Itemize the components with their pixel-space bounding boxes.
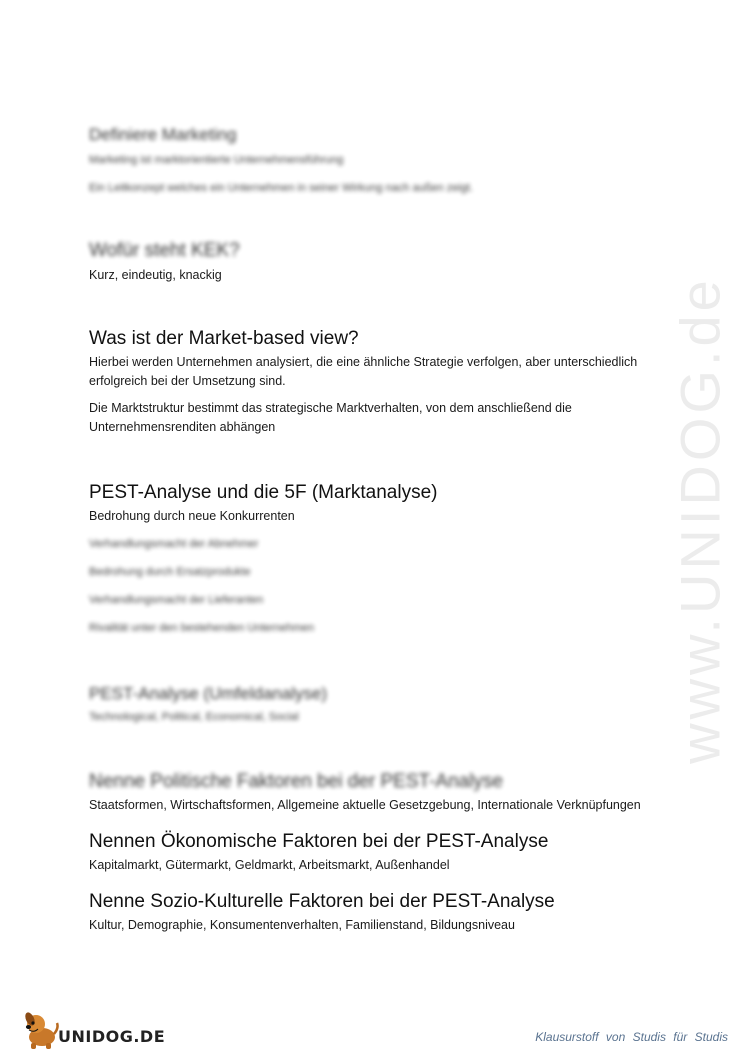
answer-text: Kurz, eindeutig, knackig — [89, 268, 222, 282]
question-heading: Was ist der Market-based view? — [89, 328, 359, 349]
question-heading: Nenne Sozio-Kulturelle Faktoren bei der PEST-Analyse — [89, 891, 555, 912]
answer-text: Bedrohung durch Ersatzprodukte — [89, 566, 251, 578]
qa-section-definiere-marketing — [89, 124, 689, 198]
logo-text: UNIDOG.DE — [58, 1026, 166, 1046]
qa-section-pest-umfeld — [89, 683, 689, 727]
qa-section-market-based-view — [89, 328, 689, 437]
dog-mascot-icon — [22, 1010, 60, 1050]
answer-text: Hierbei werden Unternehmen analysiert, die eine ähnliche Strategie verfolgen, aber unterschiedlich erfolgreich bei der Umsetzung sind. — [89, 355, 638, 388]
answer-text: Marketing ist marktorientierte Unternehmensführung — [89, 154, 344, 166]
answer-text: Verhandlungsmacht der Abnehmer — [89, 538, 259, 550]
qa-section-pest-5f — [89, 482, 689, 638]
answer-text: Rivalität unter den bestehenden Unternehmen — [89, 622, 315, 634]
watermark — [640, 276, 750, 764]
answer-text: Staatsformen, Wirtschaftsformen, Allgemeine aktuelle Gesetzgebung, Internationale Verknüpfungen — [89, 798, 641, 812]
qa-section-politische-faktoren — [89, 771, 689, 815]
blurred-answers — [89, 535, 689, 638]
answer-text: Kapitalmarkt, Gütermarkt, Geldmarkt, Arbeitsmarkt, Außenhandel — [89, 858, 450, 872]
qa-section-kek — [89, 240, 689, 285]
answer-text: Bedrohung durch neue Konkurrenten — [89, 509, 295, 523]
question-heading: Nennen Ökonomische Faktoren bei der PEST-Analyse — [89, 831, 549, 852]
answer-text: Ein Leitkonzept welches ein Unternehmen in seiner Wirkung nach außen zeigt. — [89, 182, 473, 194]
unidog-logo[interactable] — [22, 1010, 172, 1050]
answer-text: Verhandlungsmacht der Lieferanten — [89, 594, 264, 606]
question-heading: Wofür steht KEK? — [89, 240, 240, 261]
watermark-text: www.UNIDOG.de — [668, 276, 732, 764]
answer-text: Technological, Political, Economical, Social — [89, 711, 299, 723]
qa-section-sozio-kulturelle-faktoren — [89, 891, 689, 935]
answer-text: Die Marktstruktur bestimmt das strategische Marktverhalten, von dem anschließend die Unternehmensrenditen abhängen — [89, 401, 572, 434]
qa-section-oekonomische-faktoren — [89, 831, 689, 875]
question-heading: PEST-Analyse (Umfeldanalyse) — [89, 684, 328, 703]
answer-text: Kultur, Demographie, Konsumentenverhalten, Familienstand, Bildungsniveau — [89, 918, 515, 932]
question-heading: PEST-Analyse und die 5F (Marktanalyse) — [89, 482, 438, 503]
question-heading: Definiere Marketing — [89, 125, 237, 144]
question-heading: Nenne Politische Faktoren bei der PEST-Analyse — [89, 771, 503, 792]
footer-tagline: Klausurstoff von Studis für Studis — [535, 1030, 728, 1044]
